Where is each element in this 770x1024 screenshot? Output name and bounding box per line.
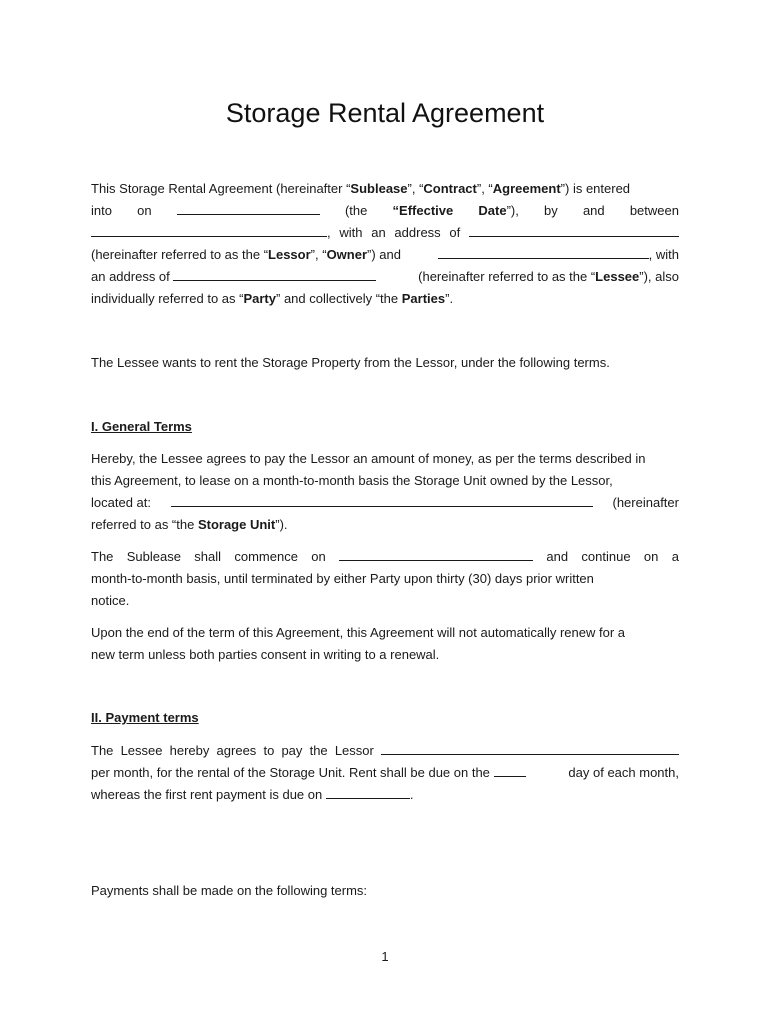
- text: ”, “: [407, 181, 424, 196]
- term-parties: Parties: [401, 291, 446, 306]
- text: to: [263, 743, 275, 758]
- blank-lessor-address[interactable]: [469, 222, 679, 237]
- text: new term unless both parties consent in writing to a renewal.: [91, 647, 440, 662]
- text: pay: [281, 743, 303, 758]
- text: an address of: [91, 269, 170, 284]
- page-number: 1: [381, 949, 389, 964]
- intro-line-2: [91, 200, 679, 222]
- text: and: [582, 203, 605, 218]
- document-title: Storage Rental Agreement: [225, 98, 545, 128]
- text: (hereinafter: [612, 495, 679, 510]
- intro-line-6: [91, 288, 679, 310]
- section-payment-heading: II. Payment terms: [91, 710, 199, 725]
- general-p2-line-2: [91, 568, 679, 590]
- section-payment-heading-block: [91, 707, 679, 729]
- text: , with: [648, 247, 679, 262]
- payment-paragraph-2: [91, 880, 679, 902]
- general-paragraph-3: [91, 622, 679, 666]
- text: Lessee: [120, 743, 163, 758]
- text: ” and collectively “the: [276, 291, 402, 306]
- term-sublease: Sublease: [350, 181, 408, 196]
- text: ”, “: [310, 247, 327, 262]
- text: into: [91, 203, 112, 218]
- general-p2-line-3: [91, 590, 679, 612]
- blank-commence-date[interactable]: [339, 546, 533, 561]
- text: ”), also: [639, 269, 679, 284]
- text: individually referred to as “: [91, 291, 244, 306]
- blank-storage-location[interactable]: [171, 492, 593, 507]
- intro-line-1: [91, 178, 679, 200]
- text: between: [629, 203, 679, 218]
- general-p1-line-1: [91, 448, 679, 470]
- intro-paragraph: [91, 178, 679, 310]
- text: of: [449, 225, 461, 240]
- text: ”, “: [476, 181, 493, 196]
- text: shall: [194, 549, 222, 564]
- text: whereas the first rent payment is due on: [91, 787, 323, 802]
- text: continue: [581, 549, 631, 564]
- text: by: [544, 203, 558, 218]
- term-effective: “Effective: [392, 203, 454, 218]
- text: on: [137, 203, 152, 218]
- text: Hereby, the Lessee agrees to pay the Lessor an amount of money, as per the terms described in: [91, 451, 646, 466]
- term-lessee: Lessee: [595, 269, 640, 284]
- text: This Storage Rental Agreement (hereinafter “: [91, 181, 351, 196]
- text: Sublease: [126, 549, 181, 564]
- intro-line-4: [91, 244, 679, 266]
- payment-p1-line-3: [91, 784, 679, 806]
- general-p3-line-1: [91, 622, 679, 644]
- text: .: [409, 787, 414, 802]
- payment-p1-line-1: [91, 740, 679, 762]
- general-paragraph-1: [91, 448, 679, 536]
- text: agrees: [216, 743, 257, 758]
- payment-p1-line-2: [91, 762, 679, 784]
- blank-lessor-name[interactable]: [91, 222, 327, 237]
- text: ”).: [275, 517, 288, 532]
- text: this Agreement, to lease on a month-to-month basis the Storage Unit owned by the Lessor,: [91, 473, 613, 488]
- text: (hereinafter referred to as the “: [91, 247, 269, 262]
- text: located at:: [91, 495, 151, 510]
- payment-terms-intro: Payments shall be made on the following terms:: [91, 883, 368, 898]
- purpose-paragraph: [91, 352, 679, 374]
- text: per month, for the rental of the Storage Unit. Rent shall be due on the: [91, 765, 490, 780]
- purpose-text: The Lessee wants to rent the Storage Property from the Lessor, under the following terms.: [91, 355, 610, 370]
- text: Lessor: [334, 743, 374, 758]
- text: month-to-month basis, until terminated by either Party upon thirty (30) days prior written: [91, 571, 594, 586]
- payment-paragraph-1: [91, 740, 679, 806]
- text: The: [91, 743, 114, 758]
- general-p2-line-1: [91, 546, 679, 568]
- text: The: [91, 549, 114, 564]
- text: on: [643, 549, 659, 564]
- text: hereby: [169, 743, 210, 758]
- term-agreement: Agreement: [492, 181, 561, 196]
- text: notice.: [91, 593, 130, 608]
- text: (hereinafter referred to as the “: [418, 269, 596, 284]
- general-p3-line-2: [91, 644, 679, 666]
- text: commence: [234, 549, 298, 564]
- text: ”) is entered: [560, 181, 631, 196]
- text: with: [339, 225, 363, 240]
- text: referred to as “the: [91, 517, 198, 532]
- general-p1-line-3: [91, 492, 679, 514]
- text: address: [394, 225, 441, 240]
- term-date: Date: [478, 203, 507, 218]
- term-storage-unit: Storage Unit: [197, 517, 276, 532]
- term-contract: Contract: [423, 181, 477, 196]
- section-general-heading-block: [91, 416, 679, 438]
- text: Upon the end of the term of this Agreement, this Agreement will not automatically renew for a: [91, 625, 626, 640]
- section-general-heading: I. General Terms: [91, 419, 192, 434]
- text: ,: [327, 225, 331, 240]
- general-paragraph-2: [91, 546, 679, 612]
- text: a: [671, 549, 679, 564]
- intro-line-3: [91, 222, 679, 244]
- term-party: Party: [243, 291, 276, 306]
- blank-first-payment-date[interactable]: [326, 784, 410, 799]
- general-p1-line-4: [91, 514, 679, 536]
- blank-due-day[interactable]: [494, 762, 526, 777]
- blank-lessee-name[interactable]: [438, 244, 649, 259]
- term-owner: Owner: [326, 247, 368, 262]
- text: an: [371, 225, 386, 240]
- text: ”),: [506, 203, 519, 218]
- term-lessor: Lessor: [268, 247, 311, 262]
- blank-rent-amount[interactable]: [381, 740, 679, 755]
- text: ”.: [445, 291, 454, 306]
- text: (the: [344, 203, 368, 218]
- text: day of each month,: [568, 765, 679, 780]
- text: the: [309, 743, 328, 758]
- intro-line-5: [91, 266, 679, 288]
- text: ”) and: [367, 247, 401, 262]
- blank-agreement-date[interactable]: [177, 200, 320, 215]
- blank-lessee-address[interactable]: [173, 266, 376, 281]
- text: on: [311, 549, 326, 564]
- general-p1-line-2: [91, 470, 679, 492]
- text: and: [546, 549, 569, 564]
